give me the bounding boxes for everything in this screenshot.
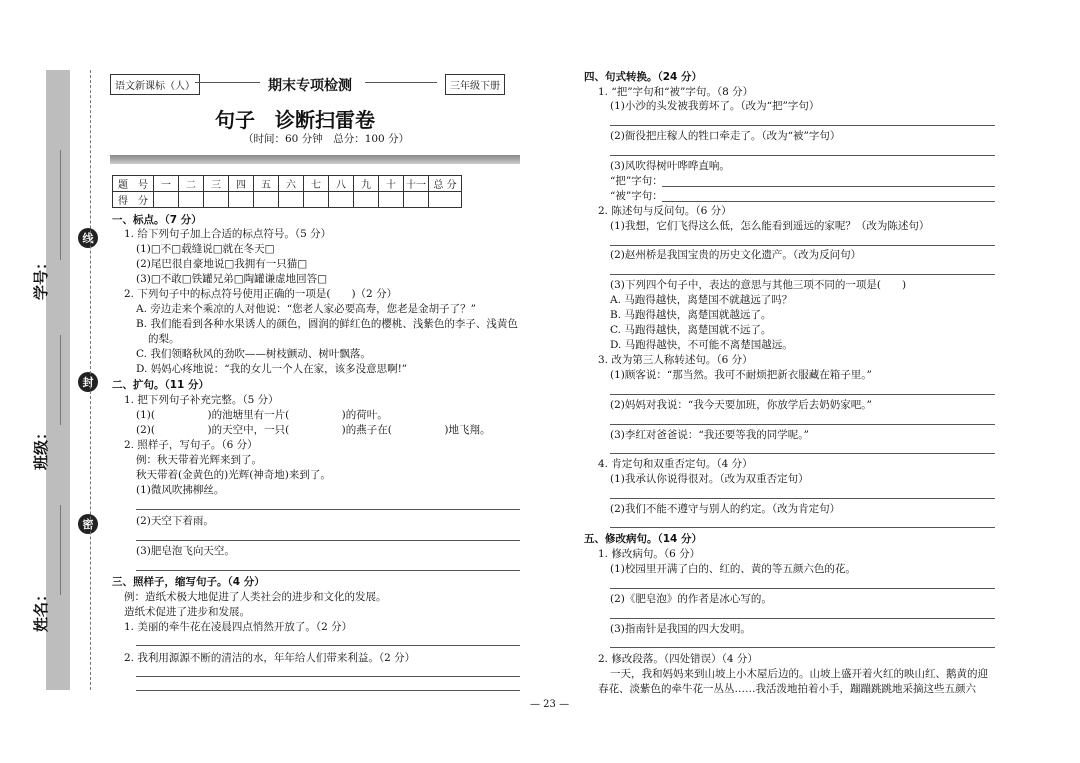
score-cell: 五 (254, 176, 279, 192)
section-5-heading: 五、修改病句。（14 分） (584, 533, 703, 545)
score-input[interactable] (379, 192, 404, 208)
question-text: (1)我想，它们飞得这么低，怎么能看到遥远的家呢？（改为陈述句） (610, 220, 930, 232)
section-2-heading: 二、扩句。（11 分） (112, 379, 210, 391)
score-cell: 总 分 (429, 176, 462, 192)
question-text: (3)肥皂泡飞向天空。 (136, 545, 235, 557)
answer-line[interactable] (136, 676, 520, 677)
score-cell: 一 (154, 176, 179, 192)
series-label: 语文新课标（人） (110, 74, 200, 95)
score-input[interactable] (354, 192, 379, 208)
option-text: C. 我们领略秋风的劲吹——树枝颤动、树叶飘落。 (136, 348, 371, 360)
score-cell: 四 (229, 176, 254, 192)
example-text: 造纸术促进了进步和发展。 (124, 606, 250, 618)
option-text: B. 马跑得越快，离楚国就越远了。 (610, 309, 772, 321)
name-label: 姓名： (32, 586, 50, 632)
question-text: (3)指南针是我国的四大发明。 (610, 623, 751, 635)
score-table (112, 175, 462, 208)
answer-line[interactable] (610, 155, 995, 156)
answer-line[interactable] (610, 453, 995, 454)
question-text: 1. 修改病句。（6 分） (598, 548, 701, 560)
score-cell: 十一 (404, 176, 429, 192)
question-text: (1)顾客说：“那当然。我可不耐烦把新衣服藏在箱子里。” (610, 369, 872, 381)
score-input[interactable] (329, 192, 354, 208)
seal-seal: 封 (78, 372, 98, 392)
score-cell: 七 (304, 176, 329, 192)
answer-line[interactable] (610, 527, 995, 528)
score-input[interactable] (304, 192, 329, 208)
score-input[interactable] (179, 192, 204, 208)
question-text: (3)□不敢□铁罐兄弟□陶罐谦虚地回答□ (136, 273, 328, 285)
section-3-heading: 三、照样子，缩写句子。（4 分） (112, 576, 265, 588)
answer-line[interactable] (610, 125, 995, 126)
score-input[interactable] (154, 192, 179, 208)
class-line (60, 335, 61, 425)
answer-line[interactable] (136, 690, 520, 691)
question-text: 1. “把”字句和“被”字句。（8 分） (598, 86, 754, 98)
option-text: A. 旁边走来个乘凉的人对他说：“您老人家必要高寿，您老是金胡子了？” (136, 303, 476, 315)
score-input[interactable] (279, 192, 304, 208)
time-score-info: （时间：60 分钟 总分：100 分） (243, 133, 410, 145)
question-text: (1)校园里开满了白的、红的、黄的等五颜六色的花。 (610, 563, 856, 575)
cut-line (90, 70, 91, 690)
question-text: “把”字句： (610, 175, 663, 187)
answer-line[interactable] (610, 647, 995, 648)
question-text: (1)微风吹拂柳丝。 (136, 484, 225, 496)
question-text: (2)尾巴很自豪地说□我拥有一只猫□ (136, 258, 308, 270)
class-label: 班级： (32, 424, 50, 470)
answer-line[interactable] (662, 201, 995, 202)
page-title: 句子 诊断扫雷卷 (215, 108, 375, 132)
question-text: (2)天空下着雨。 (136, 515, 214, 527)
question-text: (3)风吹得树叶哗哗直响。 (610, 160, 730, 172)
question-text: 4. 肯定句和双重否定句。（4 分） (598, 458, 753, 470)
question-text: (1)□不□载缝说□就在冬天□ (136, 243, 275, 255)
answer-line[interactable] (136, 645, 520, 646)
question-text: (1)我承认你说得很对。（改为双重否定句） (610, 473, 809, 485)
question-text: (3)下列四个句子中，表达的意思与其他三项不同的一项是( ) (610, 279, 907, 291)
question-text: (2)我们不能不遵守与别人的约定。（改为肯定句） (610, 503, 841, 515)
question-text: 2. 照样子，写句子。（6 分） (124, 439, 258, 451)
question-text: “被”字句： (610, 190, 663, 202)
paragraph-text: 一天，我和妈妈来到山坡上小木屋后边的。山坡上盛开着火红的映山红、鹅黄的迎 (610, 668, 988, 680)
question-text: (1)小沙的头发被我剪坏了。（改为“把”字句） (610, 100, 820, 112)
question-text: (2)( )的天空中，一只( )的燕子在( )地飞翔。 (136, 424, 491, 436)
answer-line[interactable] (136, 509, 520, 510)
option-text: 的梨。 (148, 333, 180, 345)
answer-line[interactable] (610, 274, 995, 275)
score-cell: 得 分 (113, 192, 154, 208)
option-text: C. 马跑得越快，离楚国就不远了。 (610, 324, 772, 336)
question-text: 1. 给下列句子加上合适的标点符号。（5 分） (124, 228, 332, 240)
score-cell: 九 (354, 176, 379, 192)
section-4-heading: 四、句式转换。（24 分） (584, 71, 703, 83)
question-text: (2)《肥皂泡》的作者是冰心写的。 (610, 593, 772, 605)
question-text: 1. 美丽的牵牛花在凌晨四点悄然开放了。（2 分） (124, 621, 353, 633)
answer-line[interactable] (610, 618, 995, 619)
score-cell: 三 (204, 176, 229, 192)
answer-line[interactable] (610, 424, 995, 425)
answer-line[interactable] (610, 498, 995, 499)
score-header-row (113, 176, 462, 192)
question-text: (2)赵州桥是我国宝贵的历史文化遗产。（改为反问句） (610, 249, 862, 261)
score-input[interactable] (254, 192, 279, 208)
header-rule-right (365, 82, 437, 83)
answer-line[interactable] (610, 245, 995, 246)
student-id-line (60, 150, 61, 260)
score-input[interactable] (204, 192, 229, 208)
paragraph-text: 春花、淡紫色的牵牛花一丛丛……我活泼地拍着小手，蹦蹦跳跳地采摘这些五颜六 (598, 683, 976, 695)
score-input[interactable] (229, 192, 254, 208)
option-text: A. 马跑得越快，离楚国不就越远了吗？ (610, 294, 793, 306)
score-input[interactable] (404, 192, 429, 208)
answer-line[interactable] (610, 394, 995, 395)
seal-line: 线 (78, 228, 98, 248)
score-value-row (113, 192, 462, 208)
question-text: (3)李红对爸爸说：“我还要等我的同学呢。” (610, 429, 809, 441)
score-cell: 十 (379, 176, 404, 192)
answer-line[interactable] (136, 570, 520, 571)
section-1-heading: 一、标点。（7 分） (112, 214, 202, 226)
score-cell: 八 (329, 176, 354, 192)
question-text: 1. 把下列句子补充完整。（5 分） (124, 394, 279, 406)
answer-line[interactable] (662, 186, 995, 187)
score-cell: 六 (279, 176, 304, 192)
question-text: 2. 陈述句与反问句。（6 分） (598, 205, 732, 217)
question-text: 2. 我利用源源不断的清洁的水，年年给人们带来利益。（2 分） (124, 652, 416, 664)
header-rule-left (195, 82, 260, 83)
seal-secret: 密 (78, 514, 98, 534)
option-text: D. 妈妈心疼地说：“我的女儿一个人在家，该多没意思啊!” (136, 363, 408, 375)
option-text: B. 我们能看到各种水果诱人的颜色，圆润的鲜红色的樱桃、浅紫色的李子、浅黄色 (136, 318, 518, 330)
student-id-label: 学号： (32, 254, 50, 300)
question-text: (2)妈妈对我说：“我今天要加班，你放学后去奶奶家吧。” (610, 399, 872, 411)
question-text: 3. 改为第三人称转述句。（6 分） (598, 354, 753, 366)
example-text: 例：造纸术极大地促进了人类社会的进步和文化的发展。 (124, 591, 387, 603)
question-text: 2. 修改段落。（四处错误）（4 分） (598, 653, 758, 665)
question-text: (1)( )的池塘里有一片( )的荷叶。 (136, 409, 388, 421)
answer-line[interactable] (610, 588, 995, 589)
title-band (110, 155, 520, 164)
score-cell: 二 (179, 176, 204, 192)
page-number: — 23 — (530, 699, 570, 710)
option-text: D. 马跑得越快，不可能不离楚国越远。 (610, 339, 793, 351)
question-text: (2)衙役把庄稼人的牲口牵走了。（改为“被”字句） (610, 130, 841, 142)
example-text: 例：秋天带着光辉来到了。 (136, 454, 262, 466)
exam-title: 期末专项检测 (268, 78, 352, 94)
score-input[interactable] (429, 192, 462, 208)
example-text: 秋天带着(金黄色的)光辉(神奇地)来到了。 (136, 469, 331, 481)
name-line (60, 505, 61, 595)
score-cell: 题 号 (113, 176, 154, 192)
question-text: 2. 下列句子中的标点符号使用正确的一项是( )（2 分） (124, 288, 398, 300)
grade-label: 三年级下册 (445, 74, 505, 95)
answer-line[interactable] (136, 540, 520, 541)
